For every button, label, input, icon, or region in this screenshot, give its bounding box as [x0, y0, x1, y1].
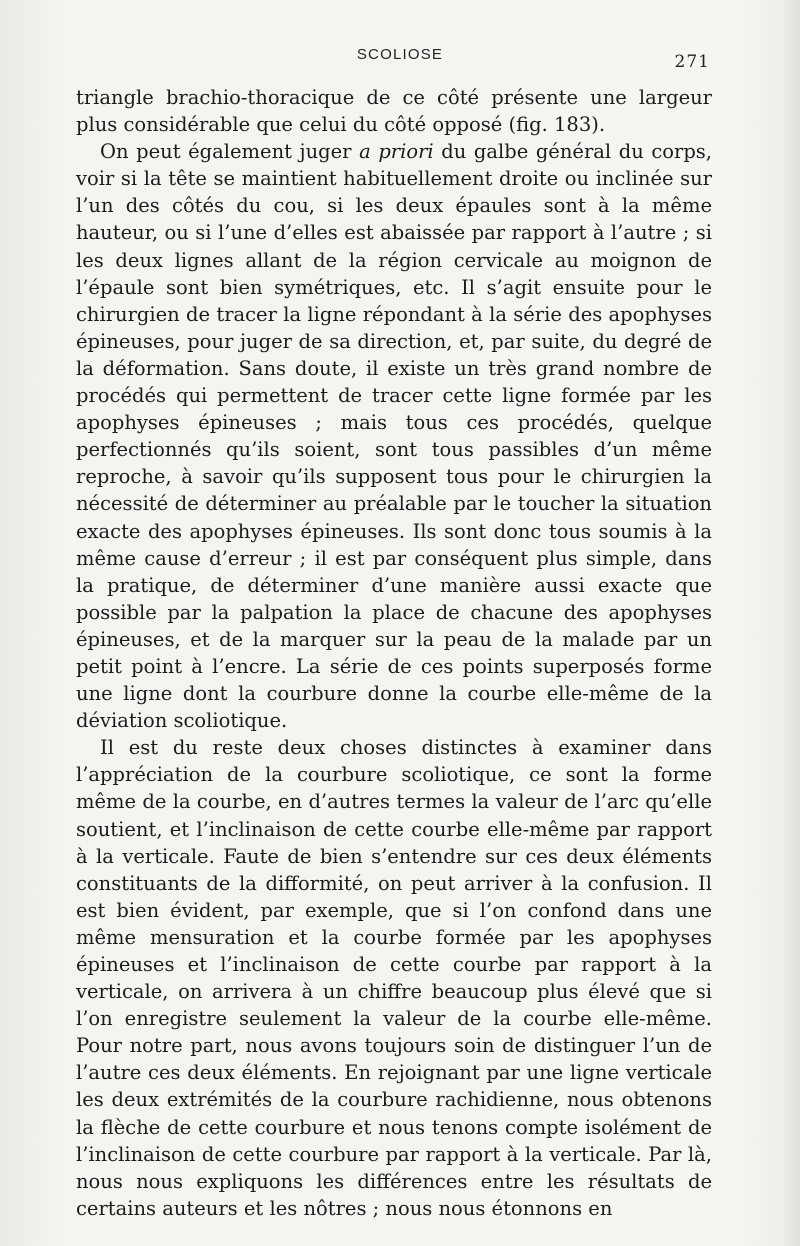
- page-number: 271: [674, 52, 710, 72]
- paragraph-galbe: [76, 138, 712, 734]
- body-text: [76, 84, 713, 1220]
- page-edge-shadow: [782, 0, 800, 1246]
- italic-a-priori: a priori: [359, 140, 434, 164]
- paragraph-continuation: triangle brachio-thoracique de ce côté présente une largeur plus considérable que celui du côté opposé (fig. 183).: [76, 86, 712, 137]
- paragraph-galbe-rest: du galbe général du corps, voir si la tête se maintient habituellement droite ou inclinée sur l’un des côtés du cou, si les deux épaules sont à la même hauteur, ou si l’une d’elles est abaissée par rapport à l’autre ; si les deux lignes allant de la région cervicale au moignon de l’épaule sont bien symétriques, etc. Il s’agit ensuite pour le chirurgien de tracer la ligne répondant à la série des apophyses épineuses, pour juger de sa direction, et, par suite, du degré de la déformation. Sans doute, il existe un très grand nombre de procédés qui permettent de tracer cette ligne formée par les apophyses épineuses ; mais tous ces procédés, quelque perfectionnés qu’ils soient, sont tous passibles d’un même reproche, à savoir qu’ils supposent tous pour le chirurgien la nécessité de déterminer au préalable par le toucher la situation exacte des apophyses épineuses. Ils sont donc tous soumis à la même cause d’erreur ; il est par conséquent plus simple, dans la pratique, de déterminer d’une manière aussi exacte que possible par la palpation la place de chacune des apophyses épineuses, et de la marquer sur la peau de la malade par un petit point à l’encre. La série de ces points superposés forme une ligne dont la courbure donne la courbe elle-même de la déviation scoliotique.: [76, 140, 713, 733]
- running-title: SCOLIOSE: [356, 46, 444, 63]
- page-header: [0, 44, 800, 74]
- paragraph-courbure: Il est du reste deux choses distinctes à examiner dans l’appréciation de la courbure scoliotique, ce sont la forme même de la courbe, en d’autres termes la valeur de l’arc qu’elle soutient, et l’inclinaison de cette courbe elle-même par rapport à la verticale. Faute de bien s’entendre sur ces deux éléments constituants de la difformité, on peut arriver à la confusion. Il est bien évident, par exemple, que si l’on confond dans une même mensuration et la courbe formée par les apophyses épineuses et l’inclinaison de cette courbe par rapport à la verticale, on arrivera à un chiffre beaucoup plus élevé que si l’on enregistre seulement la valeur de la courbe elle-même. Pour notre part, nous avons toujours soin de distinguer l’un de l’autre ces deux éléments. En rejoignant par une ligne verticale les deux extrémités de la courbure rachidienne, nous obtenons la flèche de cette courbure et nous tenons compte isolément de l’inclinaison de cette courbure par rapport à la verticale. Par là, nous nous expliquons les différences entre les résultats de certains auteurs et les nôtres ; nous nous étonnons en: [76, 736, 712, 1220]
- paragraph-galbe-start: On peut également juger: [100, 140, 352, 164]
